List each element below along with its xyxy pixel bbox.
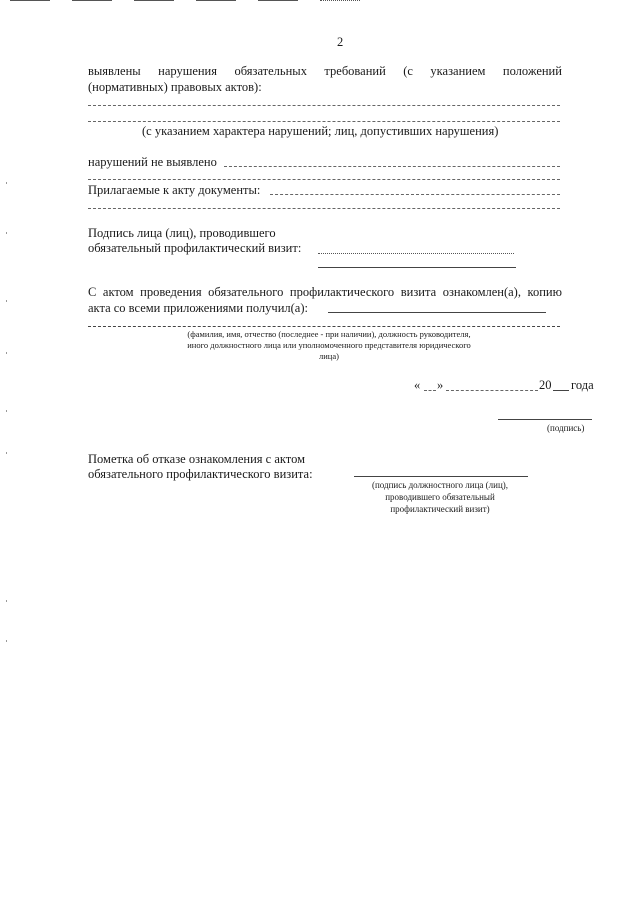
scan-mark	[320, 0, 360, 1]
refusal-caption-line2: проводившего обязательный	[385, 492, 495, 502]
acquaintance-caption-line3: лица)	[319, 351, 339, 361]
word: визита	[400, 285, 437, 299]
date-year-field[interactable]	[553, 390, 569, 391]
refusal-line1: Пометка об отказе ознакомления с актом	[88, 452, 306, 466]
refusal-caption-line3: профилактический визит)	[390, 504, 490, 514]
scan-speck	[6, 300, 7, 302]
violations-intro-line2: (нормативных) правовых актов):	[88, 80, 262, 94]
attached-docs-fill-line[interactable]	[270, 194, 560, 195]
scan-speck	[6, 452, 7, 454]
scan-mark	[258, 0, 298, 1]
refusal-caption-line1: (подпись должностного лица (лиц),	[371, 480, 509, 490]
scan-speck	[6, 232, 7, 234]
scan-speck	[6, 640, 7, 642]
date-year-prefix: 20	[539, 378, 552, 392]
inspector-signature-line1: Подпись лица (лиц), проводившего	[88, 226, 276, 240]
inspector-signature-field[interactable]	[318, 267, 516, 268]
violations-intro-line1	[88, 64, 562, 79]
violations-fill-line[interactable]	[88, 121, 560, 122]
scan-mark	[10, 0, 50, 1]
scan-mark	[196, 0, 236, 1]
word: указанием	[430, 64, 486, 78]
signature-caption: (подпись)	[547, 423, 585, 433]
date-open-quote: «	[414, 378, 421, 392]
word: обязательных	[234, 64, 307, 78]
word: С	[88, 285, 97, 299]
word: актом	[102, 285, 134, 299]
acquaintance-line1	[88, 285, 562, 300]
date-close-quote: »	[437, 378, 444, 392]
acquaintance-caption-line2: иного должностного лица или уполномоченного представителя юридического	[187, 340, 471, 350]
date-year-suffix: года	[571, 378, 594, 392]
no-violations-label: нарушений не выявлено	[88, 155, 217, 169]
refusal-line2: обязательного профилактического визита:	[88, 467, 313, 481]
acquaintance-caption-line1: (фамилия, имя, отчество (последнее - при наличии), должность руководителя,	[187, 329, 471, 339]
word: положений	[502, 64, 562, 78]
word: проведения	[140, 285, 202, 299]
word: выявлены	[88, 64, 141, 78]
violations-caption: (с указанием характера нарушений; лиц, допустивших нарушения)	[142, 124, 499, 138]
no-violations-fill-line[interactable]	[88, 179, 560, 180]
page-number: 2	[337, 35, 344, 49]
inspector-signature-field[interactable]	[318, 253, 514, 254]
scan-speck	[6, 352, 7, 354]
refusal-signature-field[interactable]	[354, 476, 528, 477]
violations-fill-line[interactable]	[88, 105, 560, 106]
signature-field[interactable]	[498, 419, 592, 420]
word: нарушения	[158, 64, 217, 78]
acquaintance-line2: акта со всеми приложениями получил(а):	[88, 301, 308, 315]
date-month-field[interactable]	[446, 390, 538, 391]
inspector-signature-line2: обязательный профилактический визит:	[88, 241, 302, 255]
attached-docs-label: Прилагаемые к акту документы:	[88, 183, 261, 197]
scan-mark	[134, 0, 174, 1]
word: (с	[403, 64, 413, 78]
scan-speck	[6, 182, 7, 184]
acquaintance-name-field[interactable]	[88, 326, 560, 327]
attached-docs-fill-line[interactable]	[88, 208, 560, 209]
word: профилактического	[289, 285, 395, 299]
word: обязательного	[208, 285, 284, 299]
word: требований	[324, 64, 386, 78]
scan-mark	[72, 0, 112, 1]
acquaintance-name-field[interactable]	[328, 312, 546, 313]
no-violations-fill-line[interactable]	[224, 166, 560, 167]
word: ознакомлен(а),	[442, 285, 521, 299]
date-day-field[interactable]	[424, 390, 436, 391]
word: копию	[527, 285, 562, 299]
scan-speck	[6, 410, 7, 412]
scan-speck	[6, 600, 7, 602]
